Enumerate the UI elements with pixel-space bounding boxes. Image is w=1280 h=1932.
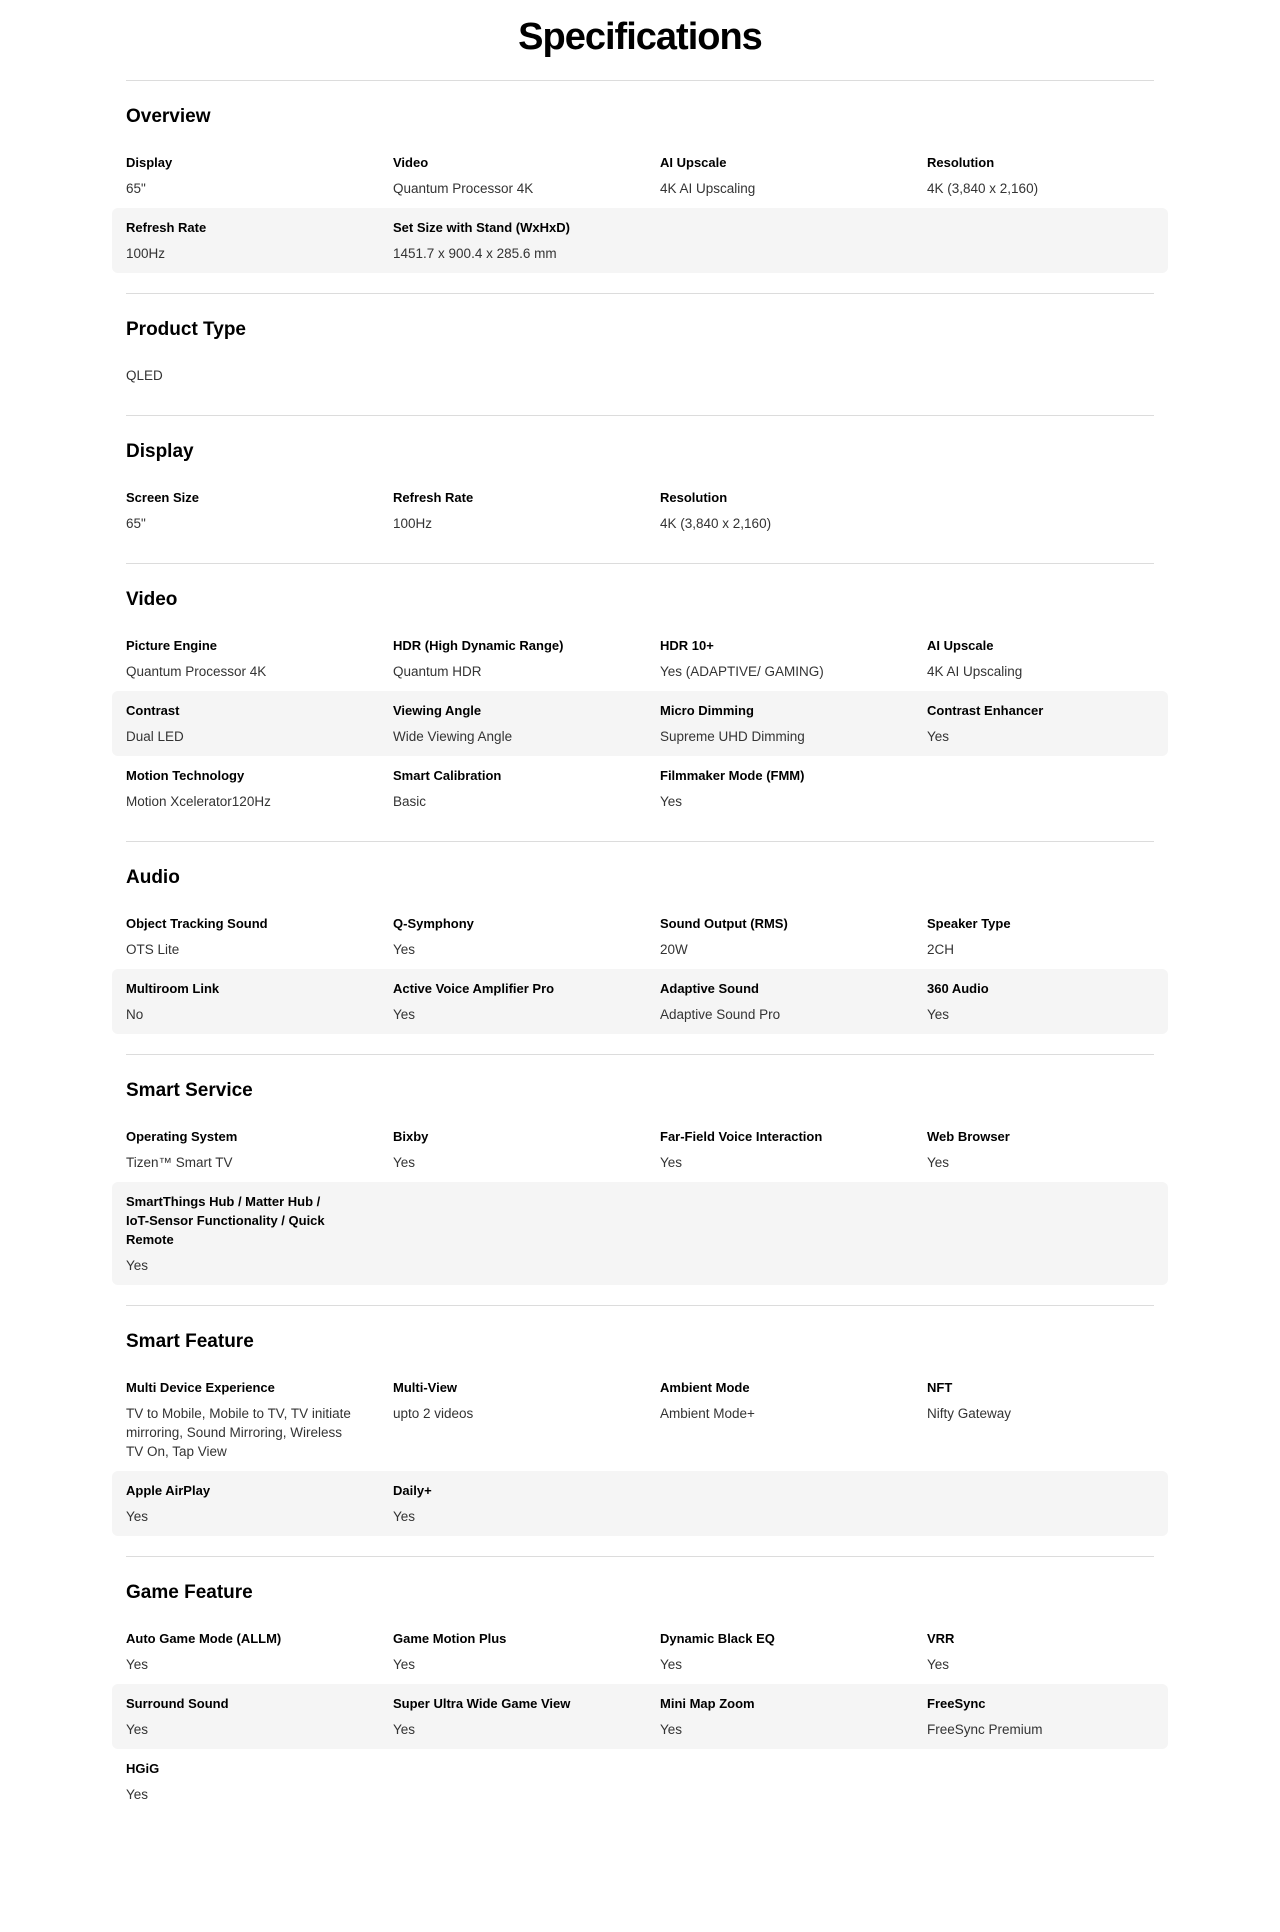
spec-row	[112, 1471, 1168, 1536]
spec-item	[393, 153, 660, 198]
spec-item	[660, 701, 927, 746]
spec-value: Yes	[393, 1722, 416, 1737]
section-heading: Overview	[126, 106, 211, 127]
section-heading: Smart Service	[126, 1080, 253, 1101]
spec-item	[393, 1127, 660, 1172]
spec-value: OTS Lite	[126, 942, 180, 957]
spec-label: AI Upscale	[660, 155, 727, 170]
spec-label: Viewing Angle	[393, 703, 482, 718]
spec-item	[393, 488, 660, 533]
spec-value: Yes	[927, 1155, 950, 1170]
spec-item	[393, 218, 660, 263]
spec-row	[112, 1182, 1168, 1285]
spec-item	[126, 366, 393, 385]
spec-label: Picture Engine	[126, 638, 218, 653]
spec-value: Yes	[660, 1722, 683, 1737]
spec-value: Quantum HDR	[393, 664, 482, 679]
spec-label: Filmmaker Mode (FMM)	[660, 768, 805, 783]
spec-value: Yes	[927, 1657, 950, 1672]
spec-label: Far-Field Voice Interaction	[660, 1129, 823, 1144]
spec-value: Yes	[927, 1007, 950, 1022]
spec-section-display	[126, 415, 1154, 563]
spec-label: SmartThings Hub / Matter Hub / IoT-Sensor Functionality / Quick Remote	[126, 1194, 325, 1247]
spec-row	[112, 208, 1168, 273]
spec-label: 360 Audio	[927, 981, 989, 996]
spec-value: FreeSync Premium	[927, 1722, 1043, 1737]
section-heading: Product Type	[126, 319, 246, 340]
spec-item	[126, 1192, 393, 1275]
spec-section-product-type	[126, 293, 1154, 415]
spec-item	[126, 1694, 393, 1739]
spec-item	[927, 1378, 1154, 1461]
spec-item	[660, 1378, 927, 1461]
spec-value: 4K (3,840 x 2,160)	[927, 181, 1039, 196]
spec-item	[927, 1694, 1154, 1739]
spec-item	[660, 914, 927, 959]
page-title: Specifications	[518, 16, 762, 58]
spec-item	[126, 1759, 393, 1804]
spec-item	[927, 701, 1154, 746]
spec-label: Refresh Rate	[126, 220, 207, 235]
spec-value: upto 2 videos	[393, 1406, 474, 1421]
spec-label: Smart Calibration	[393, 768, 502, 783]
spec-label: Multiroom Link	[126, 981, 220, 996]
spec-value: 4K (3,840 x 2,160)	[660, 516, 772, 531]
spec-item	[393, 1694, 660, 1739]
spec-label: Refresh Rate	[393, 490, 474, 505]
spec-label: Video	[393, 155, 429, 170]
spec-label: HDR 10+	[660, 638, 714, 653]
spec-label: Apple AirPlay	[126, 1483, 211, 1498]
spec-label: Daily+	[393, 1483, 432, 1498]
spec-label: Operating System	[126, 1129, 238, 1144]
spec-item	[393, 701, 660, 746]
spec-value: Quantum Processor 4K	[126, 664, 267, 679]
spec-value: Yes	[660, 794, 683, 809]
spec-value: Yes	[393, 1509, 416, 1524]
spec-value: Yes	[126, 1657, 149, 1672]
spec-label: Resolution	[927, 155, 995, 170]
spec-value: Yes	[126, 1509, 149, 1524]
spec-row	[112, 1619, 1168, 1684]
spec-label: VRR	[927, 1631, 955, 1646]
spec-label: Active Voice Amplifier Pro	[393, 981, 555, 996]
spec-value: Dual LED	[126, 729, 184, 744]
spec-row	[112, 756, 1168, 821]
spec-section-audio	[126, 841, 1154, 1054]
spec-item	[660, 1629, 927, 1674]
spec-value: Yes	[393, 1007, 416, 1022]
spec-value: 2CH	[927, 942, 955, 957]
spec-value: Yes	[393, 1155, 416, 1170]
spec-item	[927, 636, 1154, 681]
spec-value: Adaptive Sound Pro	[660, 1007, 781, 1022]
spec-value: 1451.7 x 900.4 x 285.6 mm	[393, 246, 557, 261]
spec-section-smart-feature	[126, 1305, 1154, 1556]
spec-label: Object Tracking Sound	[126, 916, 268, 931]
spec-label: Q-Symphony	[393, 916, 474, 931]
spec-section-video	[126, 563, 1154, 841]
spec-value: 65"	[126, 516, 146, 531]
spec-value: QLED	[126, 368, 163, 383]
spec-row	[112, 478, 1168, 543]
spec-value: Quantum Processor 4K	[393, 181, 534, 196]
spec-item	[660, 766, 927, 811]
spec-item	[126, 636, 393, 681]
spec-item	[927, 979, 1154, 1024]
spec-label: HDR (High Dynamic Range)	[393, 638, 564, 653]
section-heading: Game Feature	[126, 1582, 253, 1603]
spec-label: Contrast	[126, 703, 180, 718]
spec-value: Yes	[393, 1657, 416, 1672]
spec-label: Dynamic Black EQ	[660, 1631, 775, 1646]
spec-item	[660, 1127, 927, 1172]
spec-row	[112, 1749, 1168, 1814]
section-heading: Display	[126, 441, 194, 462]
spec-item	[660, 153, 927, 198]
spec-label: Surround Sound	[126, 1696, 229, 1711]
spec-value: Supreme UHD Dimming	[660, 729, 805, 744]
spec-item	[126, 1127, 393, 1172]
spec-label: HGiG	[126, 1761, 160, 1776]
spec-value: 100Hz	[393, 516, 433, 531]
section-heading: Video	[126, 589, 178, 610]
spec-section-overview	[126, 80, 1154, 293]
spec-label: Adaptive Sound	[660, 981, 759, 996]
spec-item	[393, 1629, 660, 1674]
spec-item	[126, 218, 393, 263]
spec-label: Multi Device Experience	[126, 1380, 275, 1395]
spec-row	[112, 691, 1168, 756]
spec-value: Yes	[660, 1657, 683, 1672]
spec-item	[927, 914, 1154, 959]
spec-label: Screen Size	[126, 490, 199, 505]
spec-row	[112, 969, 1168, 1034]
spec-label: Motion Technology	[126, 768, 245, 783]
spec-label: Display	[126, 155, 173, 170]
spec-value: Ambient Mode+	[660, 1406, 755, 1421]
spec-row	[112, 356, 1168, 395]
spec-label: Game Motion Plus	[393, 1631, 507, 1646]
spec-row	[112, 626, 1168, 691]
spec-value: TV to Mobile, Mobile to TV, TV initiate mirroring, Sound Mirroring, Wireless TV On, Tap View	[126, 1406, 351, 1459]
spec-value: Basic	[393, 794, 427, 809]
spec-item	[126, 1378, 393, 1461]
spec-row	[112, 904, 1168, 969]
spec-row	[112, 1368, 1168, 1471]
spec-label: AI Upscale	[927, 638, 994, 653]
spec-label: Resolution	[660, 490, 728, 505]
spec-item	[927, 1127, 1154, 1172]
section-heading: Audio	[126, 867, 180, 888]
spec-item	[660, 488, 927, 533]
spec-item	[126, 153, 393, 198]
spec-item	[126, 1481, 393, 1526]
spec-label: Micro Dimming	[660, 703, 754, 718]
spec-item	[126, 766, 393, 811]
spec-label: FreeSync	[927, 1696, 986, 1711]
spec-section-game-feature	[126, 1556, 1154, 1834]
spec-label: Speaker Type	[927, 916, 1011, 931]
spec-item	[927, 153, 1154, 198]
spec-value: Yes (ADAPTIVE/ GAMING)	[660, 664, 824, 679]
spec-label: Multi-View	[393, 1380, 458, 1395]
spec-section-smart-service	[126, 1054, 1154, 1305]
spec-item	[660, 1694, 927, 1739]
spec-value: 4K AI Upscaling	[660, 181, 756, 196]
spec-value: 65"	[126, 181, 146, 196]
spec-label: Mini Map Zoom	[660, 1696, 755, 1711]
spec-label: Auto Game Mode (ALLM)	[126, 1631, 282, 1646]
spec-value: 4K AI Upscaling	[927, 664, 1023, 679]
spec-value: Yes	[126, 1787, 149, 1802]
spec-item	[126, 1629, 393, 1674]
spec-value: Yes	[660, 1155, 683, 1170]
spec-value: Yes	[393, 942, 416, 957]
spec-item	[393, 914, 660, 959]
spec-label: Web Browser	[927, 1129, 1010, 1144]
spec-label: Sound Output (RMS)	[660, 916, 788, 931]
spec-item	[393, 979, 660, 1024]
spec-value: 20W	[660, 942, 688, 957]
spec-value: No	[126, 1007, 144, 1022]
spec-item	[393, 766, 660, 811]
spec-label: Ambient Mode	[660, 1380, 750, 1395]
spec-value: 100Hz	[126, 246, 166, 261]
spec-label: NFT	[927, 1380, 953, 1395]
section-heading: Smart Feature	[126, 1331, 254, 1352]
spec-item	[126, 701, 393, 746]
spec-item	[126, 914, 393, 959]
spec-value: Tizen™ Smart TV	[126, 1155, 233, 1170]
spec-item	[660, 979, 927, 1024]
spec-item	[927, 1629, 1154, 1674]
spec-value: Wide Viewing Angle	[393, 729, 513, 744]
spec-value: Yes	[126, 1258, 149, 1273]
spec-sections	[0, 80, 1280, 1834]
spec-item	[393, 1481, 660, 1526]
spec-value: Yes	[126, 1722, 149, 1737]
spec-label: Bixby	[393, 1129, 429, 1144]
spec-item	[126, 979, 393, 1024]
spec-item	[126, 488, 393, 533]
spec-value: Yes	[927, 729, 950, 744]
spec-item	[393, 1378, 660, 1461]
spec-label: Super Ultra Wide Game View	[393, 1696, 571, 1711]
spec-value: Nifty Gateway	[927, 1406, 1012, 1421]
spec-value: Motion Xcelerator120Hz	[126, 794, 271, 809]
spec-item	[393, 636, 660, 681]
spec-item	[660, 636, 927, 681]
spec-row	[112, 143, 1168, 208]
spec-label: Contrast Enhancer	[927, 703, 1044, 718]
spec-row	[112, 1684, 1168, 1749]
spec-label: Set Size with Stand (WxHxD)	[393, 220, 570, 235]
spec-row	[112, 1117, 1168, 1182]
